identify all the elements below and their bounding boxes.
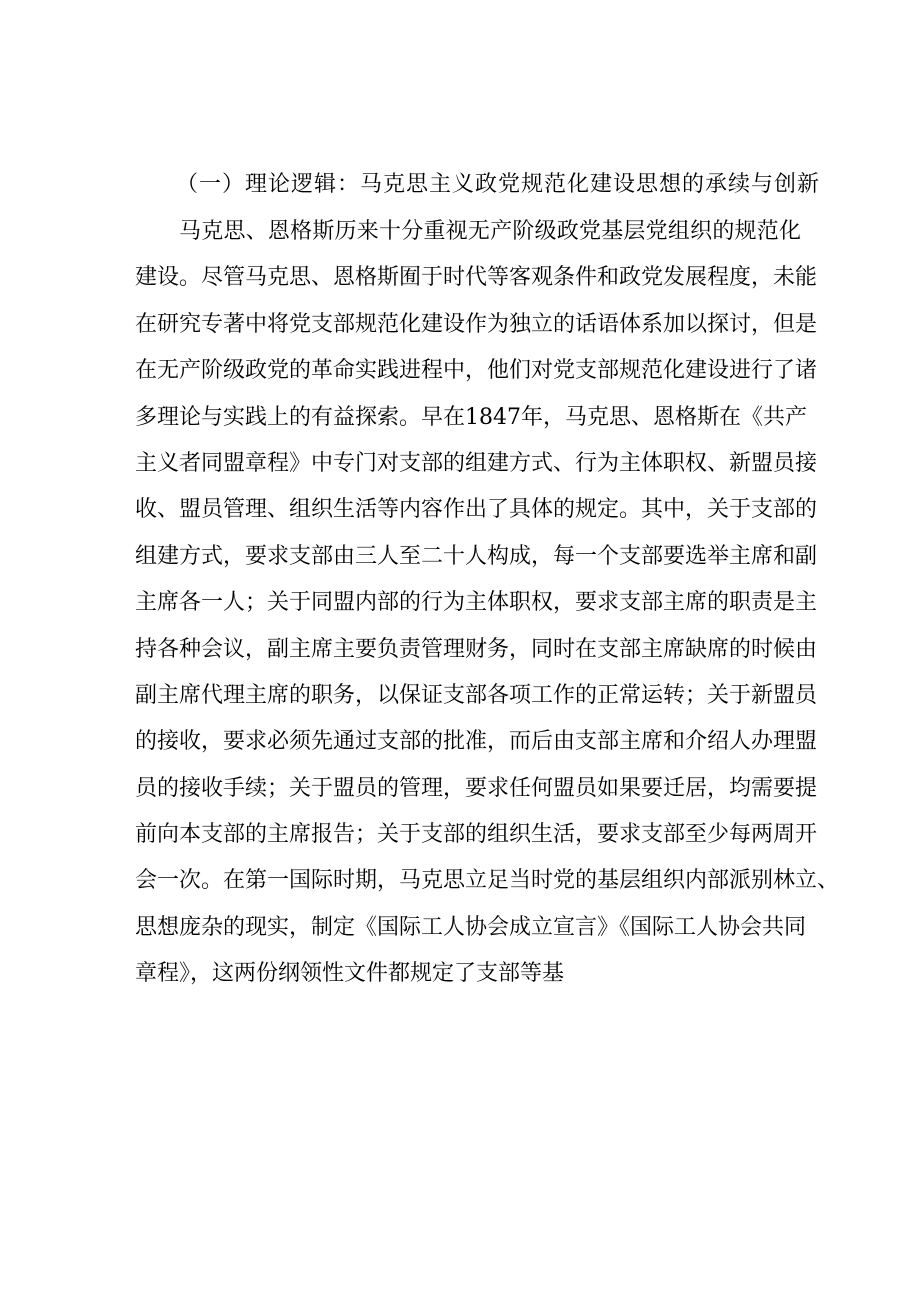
paragraph-line: 员的接收手续；关于盟员的管理，要求任何盟员如果要迁居，均需要提 xyxy=(135,775,818,801)
paragraph-line: 章程》，这两份纲领性文件都规定了支部等基 xyxy=(135,961,565,987)
paragraph-line: 主义者同盟章程》中专门对支部的组建方式、行为主体职权、新盟员接 xyxy=(135,450,818,476)
paragraph-line: 思想庞杂的现实，制定《国际工人协会成立宣言》《国际工人协会共同 xyxy=(135,914,807,940)
paragraph-line: 多理论与实践上的有益探索。早在1847年，马克思、恩格斯在《共产 xyxy=(135,404,807,430)
paragraph-line: 前向本支部的主席报告；关于支部的组织生活，要求支部至少每两周开 xyxy=(135,822,818,848)
paragraph-line: 组建方式，要求支部由三人至二十人构成，每一个支部要选举主席和副 xyxy=(135,543,818,569)
paragraph-line: 副主席代理主席的职务，以保证支部各项工作的正常运转；关于新盟员 xyxy=(135,682,818,708)
paragraph-line: 马克思、恩格斯历来十分重视无产阶级政党基层党组织的规范化 xyxy=(179,219,801,244)
paragraph-line: 建设。尽管马克思、恩格斯囿于时代等客观条件和政党发展程度，未能 xyxy=(135,265,818,291)
paragraph-line: 收、盟员管理、组织生活等内容作出了具体的规定。其中，关于支部的 xyxy=(135,497,818,523)
section-heading: （一）理论逻辑：马克思主义政党规范化建设思想的承续与创新 xyxy=(176,172,821,197)
paragraph-line: 主席各一人；关于同盟内部的行为主体职权，要求支部主席的职责是主 xyxy=(135,590,818,616)
paragraph-line: 的接收，要求必须先通过支部的批准，而后由支部主席和介绍人办理盟 xyxy=(135,729,818,755)
paragraph-line: 会一次。在第一国际时期，马克思立足当时党的基层组织内部派别林立、 xyxy=(135,868,840,894)
paragraph-line: 持各种会议，副主席主要负责管理财务，同时在支部主席缺席的时候由 xyxy=(135,636,818,662)
paragraph-line: 在无产阶级政党的革命实践进程中，他们对党支部规范化建设进行了诸 xyxy=(135,358,818,384)
paragraph-line: 在研究专著中将党支部规范化建设作为独立的话语体系加以探讨，但是 xyxy=(135,311,818,337)
body-paragraph xyxy=(135,209,840,998)
